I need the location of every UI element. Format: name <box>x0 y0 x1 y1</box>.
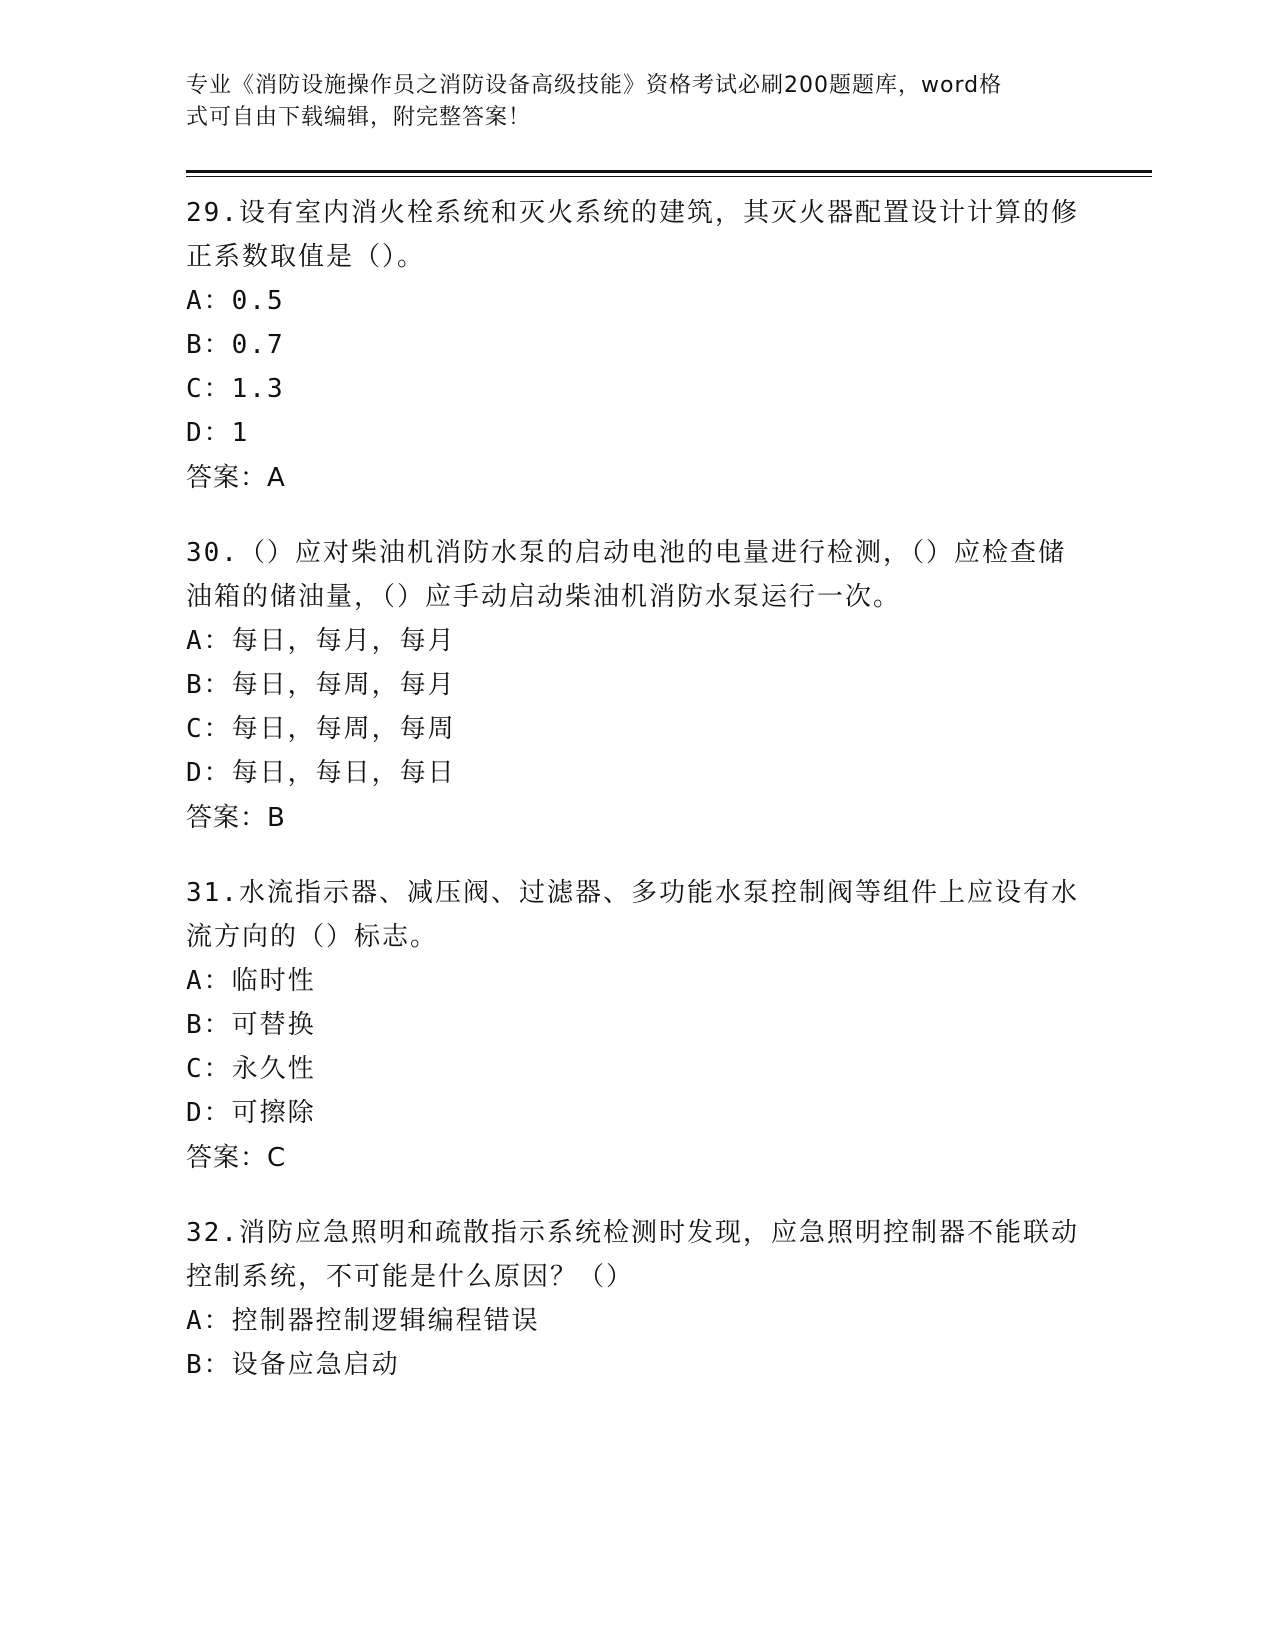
question-30 <box>186 531 1146 841</box>
question-31 <box>186 871 1146 1181</box>
document-header <box>186 70 1066 134</box>
option-a: A：0.5 <box>186 286 285 316</box>
option-a: A：控制器控制逻辑编程错误 <box>186 1306 540 1336</box>
question-text: 32.消防应急照明和疏散指示系统检测时发现，应急照明控制器不能联动控制系统，不可能是什么原因？（） <box>186 1218 1079 1292</box>
document-page <box>186 70 1146 1387</box>
question-text: 30.（）应对柴油机消防水泵的启动电池的电量进行检测，（）应检查储油箱的储油量，（）应手动启动柴油机消防水泵运行一次。 <box>186 538 1066 612</box>
option-d: D：可擦除 <box>186 1098 316 1128</box>
header-line-2: 式可自由下载编辑，附完整答案！ <box>186 105 532 130</box>
option-d: D：1 <box>186 418 250 448</box>
option-b: B：设备应急启动 <box>186 1350 400 1380</box>
option-b: B：可替换 <box>186 1010 316 1040</box>
question-29 <box>186 191 1146 501</box>
answer: 答案：B <box>186 803 286 833</box>
option-b: B：每日，每周，每月 <box>186 670 456 700</box>
option-c: C：1.3 <box>186 374 285 404</box>
question-text: 29.设有室内消火栓系统和灭火系统的建筑，其灭火器配置设计计算的修正系数取值是（）。 <box>186 198 1079 272</box>
answer: 答案：A <box>186 463 286 493</box>
header-line-1: 专业《消防设施操作员之消防设备高级技能》资格考试必刷200题题库，word格 <box>186 73 1003 98</box>
option-a: A：临时性 <box>186 966 316 996</box>
option-b: B：0.7 <box>186 330 285 360</box>
option-c: C：每日，每周，每周 <box>186 714 456 744</box>
option-d: D：每日，每日，每日 <box>186 758 456 788</box>
question-32 <box>186 1211 1146 1387</box>
header-divider <box>186 170 1152 177</box>
option-a: A：每日，每月，每月 <box>186 626 456 656</box>
option-c: C：永久性 <box>186 1054 316 1084</box>
question-text: 31.水流指示器、减压阀、过滤器、多功能水泵控制阀等组件上应设有水流方向的（）标志。 <box>186 878 1079 952</box>
answer: 答案：C <box>186 1143 287 1173</box>
